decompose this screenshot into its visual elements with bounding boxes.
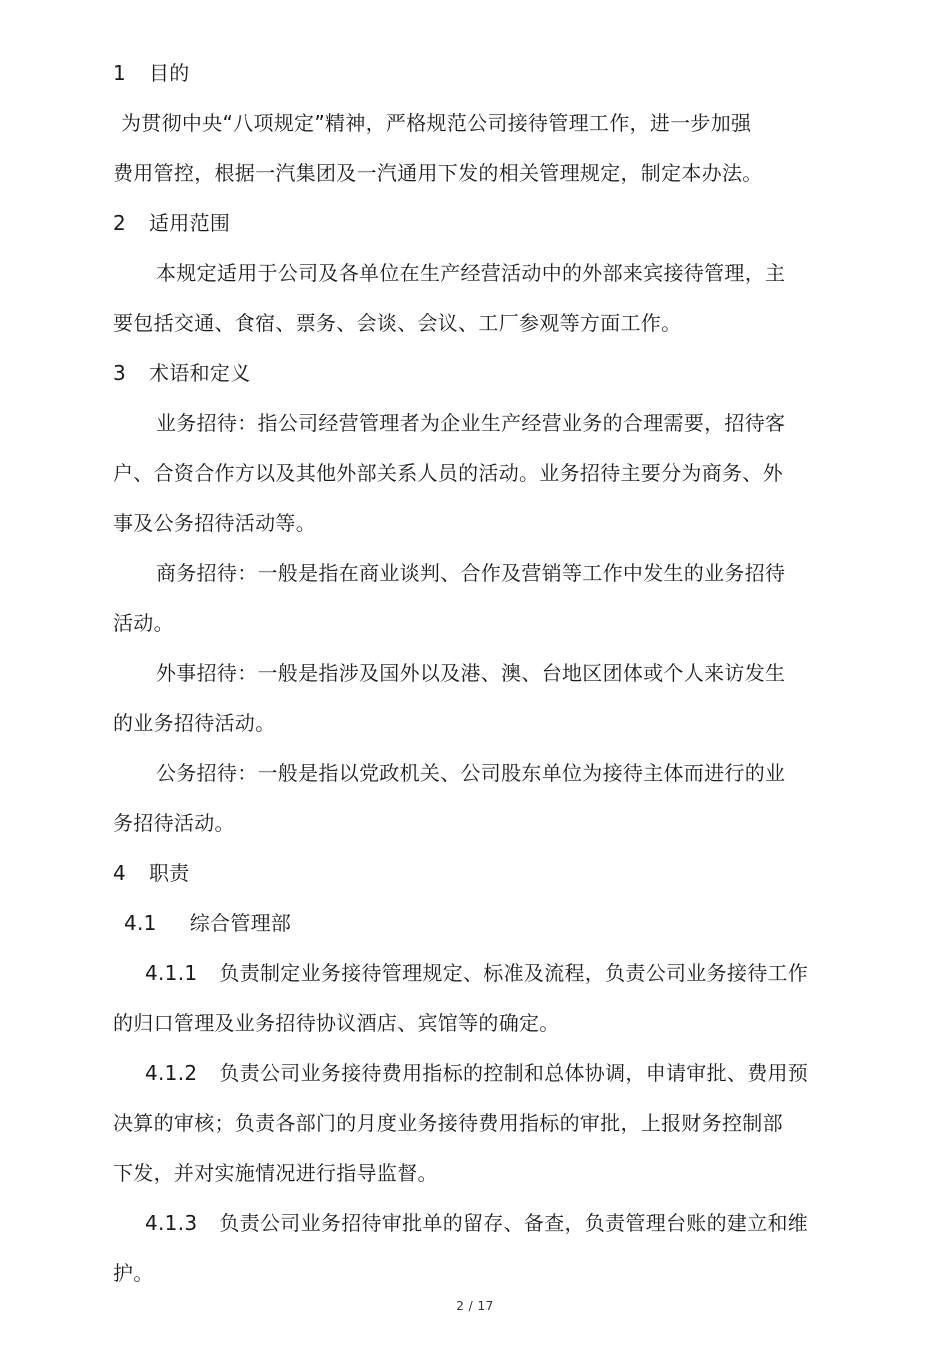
- item-text: 负责公司业务接待费用指标的控制和总体协调，申请审批、费用预: [219, 1061, 809, 1085]
- item-4-1-1: [145, 961, 808, 985]
- subsection-number: 4.1: [124, 911, 157, 935]
- section-number: 4: [113, 861, 127, 885]
- section-3-heading: [113, 361, 251, 385]
- section-title: 职责: [149, 861, 190, 885]
- paragraph-line: 下发，并对实施情况进行指导监督。: [113, 1161, 438, 1185]
- paragraph-line: 活动。: [113, 611, 174, 635]
- item-text: 负责公司业务招待审批单的留存、备查，负责管理台账的建立和维: [219, 1211, 809, 1235]
- paragraph-line: 事及公务招待活动等。: [113, 511, 316, 535]
- paragraph-line: 费用管控，根据一汽集团及一汽通用下发的相关管理规定，制定本办法。: [113, 161, 763, 185]
- paragraph-line: 本规定适用于公司及各单位在生产经营活动中的外部来宾接待管理，主: [156, 261, 786, 285]
- paragraph-line: 户、合资合作方以及其他外部关系人员的活动。业务招待主要分为商务、外: [113, 461, 783, 485]
- section-2-heading: [113, 211, 230, 235]
- paragraph-line: 要包括交通、食宿、票务、会谈、会议、工厂参观等方面工作。: [113, 311, 682, 335]
- paragraph-line: 决算的审核；负责各部门的月度业务接待费用指标的审批，上报财务控制部: [113, 1111, 783, 1135]
- section-number: 2: [113, 211, 127, 235]
- section-title: 术语和定义: [149, 361, 251, 385]
- item-text: 负责制定业务接待管理规定、标准及流程，负责公司业务接待工作: [219, 961, 809, 985]
- paragraph-line: 的归口管理及业务招待协议酒店、宾馆等的确定。: [113, 1011, 560, 1035]
- item-4-1-2: [145, 1061, 808, 1085]
- paragraph-line: 商务招待：一般是指在商业谈判、合作及营销等工作中发生的业务招待: [156, 561, 786, 585]
- section-title: 适用范围: [149, 211, 231, 235]
- page-number: 2 / 17: [456, 1299, 494, 1313]
- paragraph-line: 护。: [113, 1261, 154, 1285]
- section-number: 1: [113, 61, 127, 85]
- subsection-4-1-heading: [124, 911, 291, 935]
- item-number: 4.1.2: [145, 1061, 198, 1085]
- paragraph-line: 务招待活动。: [113, 811, 235, 835]
- paragraph-line: 业务招待：指公司经营管理者为企业生产经营业务的合理需要，招待客: [156, 411, 786, 435]
- section-title: 目的: [149, 61, 190, 85]
- subsection-title: 综合管理部: [189, 911, 292, 935]
- paragraph-line: 外事招待：一般是指涉及国外以及港、澳、台地区团体或个人来访发生: [156, 661, 786, 685]
- section-1-heading: [113, 61, 190, 85]
- item-number: 4.1.3: [145, 1211, 198, 1235]
- paragraph-line: 的业务招待活动。: [113, 711, 276, 735]
- paragraph-line: 公务招待：一般是指以党政机关、公司股东单位为接待主体而进行的业: [156, 761, 786, 785]
- item-number: 4.1.1: [145, 961, 198, 985]
- section-number: 3: [113, 361, 127, 385]
- item-4-1-3: [145, 1211, 808, 1235]
- section-4-heading: [113, 861, 190, 885]
- paragraph-line: 为贯彻中央“八项规定”精神，严格规范公司接待管理工作，进一步加强: [121, 111, 752, 135]
